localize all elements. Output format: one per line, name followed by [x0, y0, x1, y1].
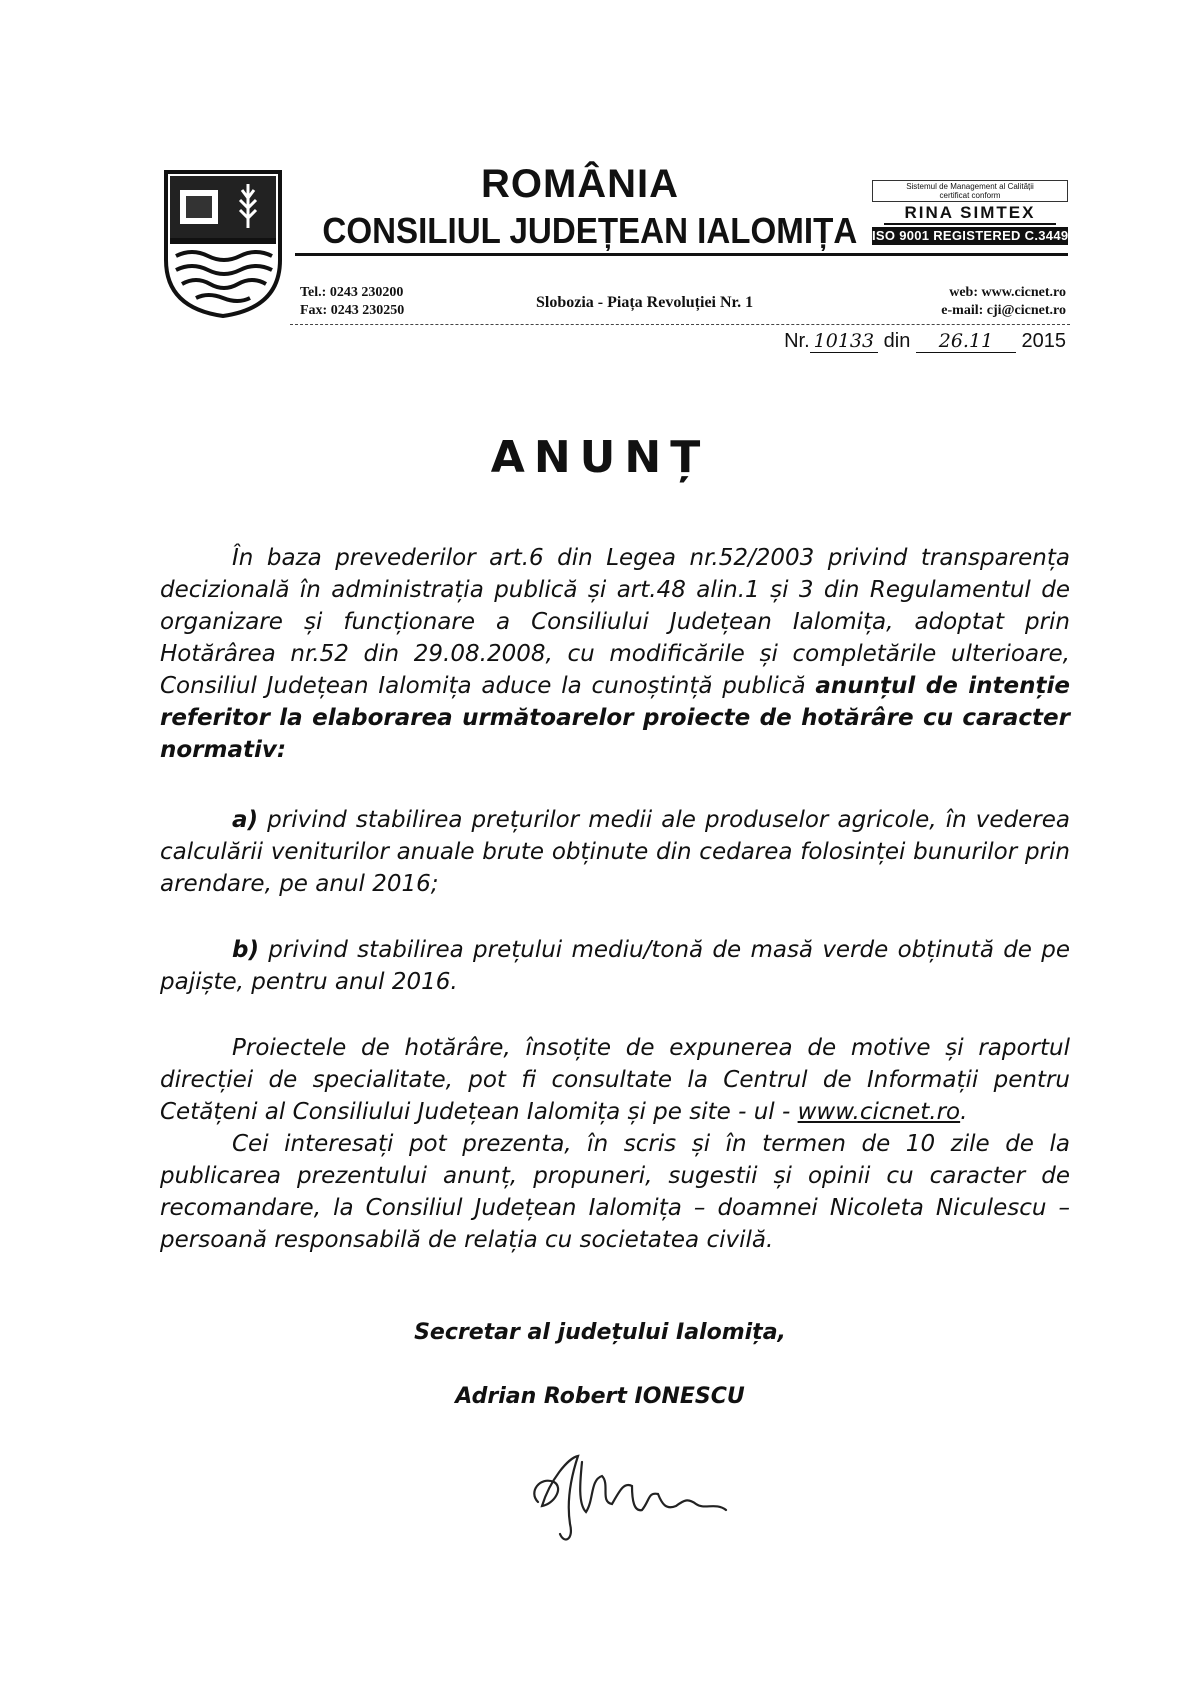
postal-address: Slobozia - Piața Revoluției Nr. 1 [536, 294, 754, 311]
registration-year: 2015 [1021, 330, 1066, 352]
handwritten-signature-icon [520, 1440, 750, 1550]
certifier-name: RINA SIMTEX [884, 203, 1056, 225]
intro-paragraph [160, 542, 1070, 766]
quality-certification-badge [872, 180, 1080, 254]
fax-number: Fax: 0243 230250 [300, 303, 405, 318]
list-item [160, 804, 1070, 900]
phone-contacts [300, 284, 404, 320]
registration-nr-label: Nr. [784, 330, 810, 352]
country-name: ROMÂNIA [480, 162, 680, 206]
item-text: privind stabilirea prețului mediu/tonă de masă verde obținută de pe pajiște, pentru anul 2016. [160, 937, 1070, 995]
iso-registration: ISO 9001 REGISTERED C.3449.1 [872, 228, 1080, 243]
intro-text: În baza prevederilor art.6 din Legea nr.52/2003 privind transparența decizională în administrația publică și art.48 alin.1 și 3 din Regulamentul de organizare și funcționare a Consiliului Județean Ialomița, adoptat prin Hotărârea nr.52 din 29.08.2008, cu modificările și completările ulterioare, Consiliul Județean Ialomița aduce la cunoștință publică [160, 545, 1070, 699]
item-marker: b) [232, 937, 259, 963]
email-address: e-mail: cji@cicnet.ro [941, 303, 1066, 318]
item-text: privind stabilirea prețurilor medii ale produselor agricole, în vederea calculării veniturilor anuale brute obținute din cedarea folosinței bunurilor prin arendare, pe anul 2016; [160, 807, 1070, 897]
county-coat-of-arms-icon [162, 168, 284, 318]
projects-paragraph: Proiectele de hotărâre, însoțite de expunerea de motive și raportul direcției de specialitate, pot fi consultate la Centrul de Informații pentru Cetățeni al Consiliului Județean Ialomița și pe site - ul - www.cicnet.ro. [160, 1035, 1070, 1125]
council-name: CONSILIUL JUDEȚEAN IALOMIȚA [322, 210, 858, 251]
website-link[interactable]: www.cicnet.ro [797, 1099, 961, 1125]
registration-din-label: din [883, 330, 911, 352]
signatory-name: Adrian Robert IONESCU [455, 1384, 745, 1409]
list-item [160, 934, 1070, 998]
registration-number: 10133 [810, 330, 878, 353]
website-address: web: www.cicnet.ro [949, 285, 1066, 300]
signatory-role: Secretar al județului Ialomița, [414, 1320, 786, 1345]
document-title: ANUNȚ [490, 432, 710, 483]
comments-paragraph: Cei interesați pot prezenta, în scris și în termen de 10 zile de la publicarea prezentului anunț, propuneri, sugestii și opinii cu caracter de recomandare, la Consiliul Județean Ialomița – doamnei Nicoleta Niculescu – persoană responsabilă de relația cu societatea civilă. [160, 1131, 1070, 1253]
registration-line [784, 330, 1066, 353]
projects-text: Proiectele de hotărâre, însoțite de expunerea de motive și raportul direcției de specialitate, pot fi consultate la Centrul de Informații pentru Cetățeni al Consiliului Județean Ialomița și pe site - ul - [160, 1035, 1070, 1125]
letterhead-title [300, 160, 860, 254]
intro-bold-text: anunțul de intenție referitor la elaborarea următoarelor proiecte de hotărâre cu caracter normativ: [160, 673, 1070, 763]
certification-caption: Sistemul de Management al Calității certificat conform [872, 180, 1068, 202]
telephone-number: Tel.: 0243 230200 [300, 285, 404, 300]
contact-divider [290, 324, 1070, 325]
registration-date: 26.11 [916, 330, 1016, 353]
online-contacts [941, 284, 1066, 320]
item-marker: a) [232, 807, 259, 833]
